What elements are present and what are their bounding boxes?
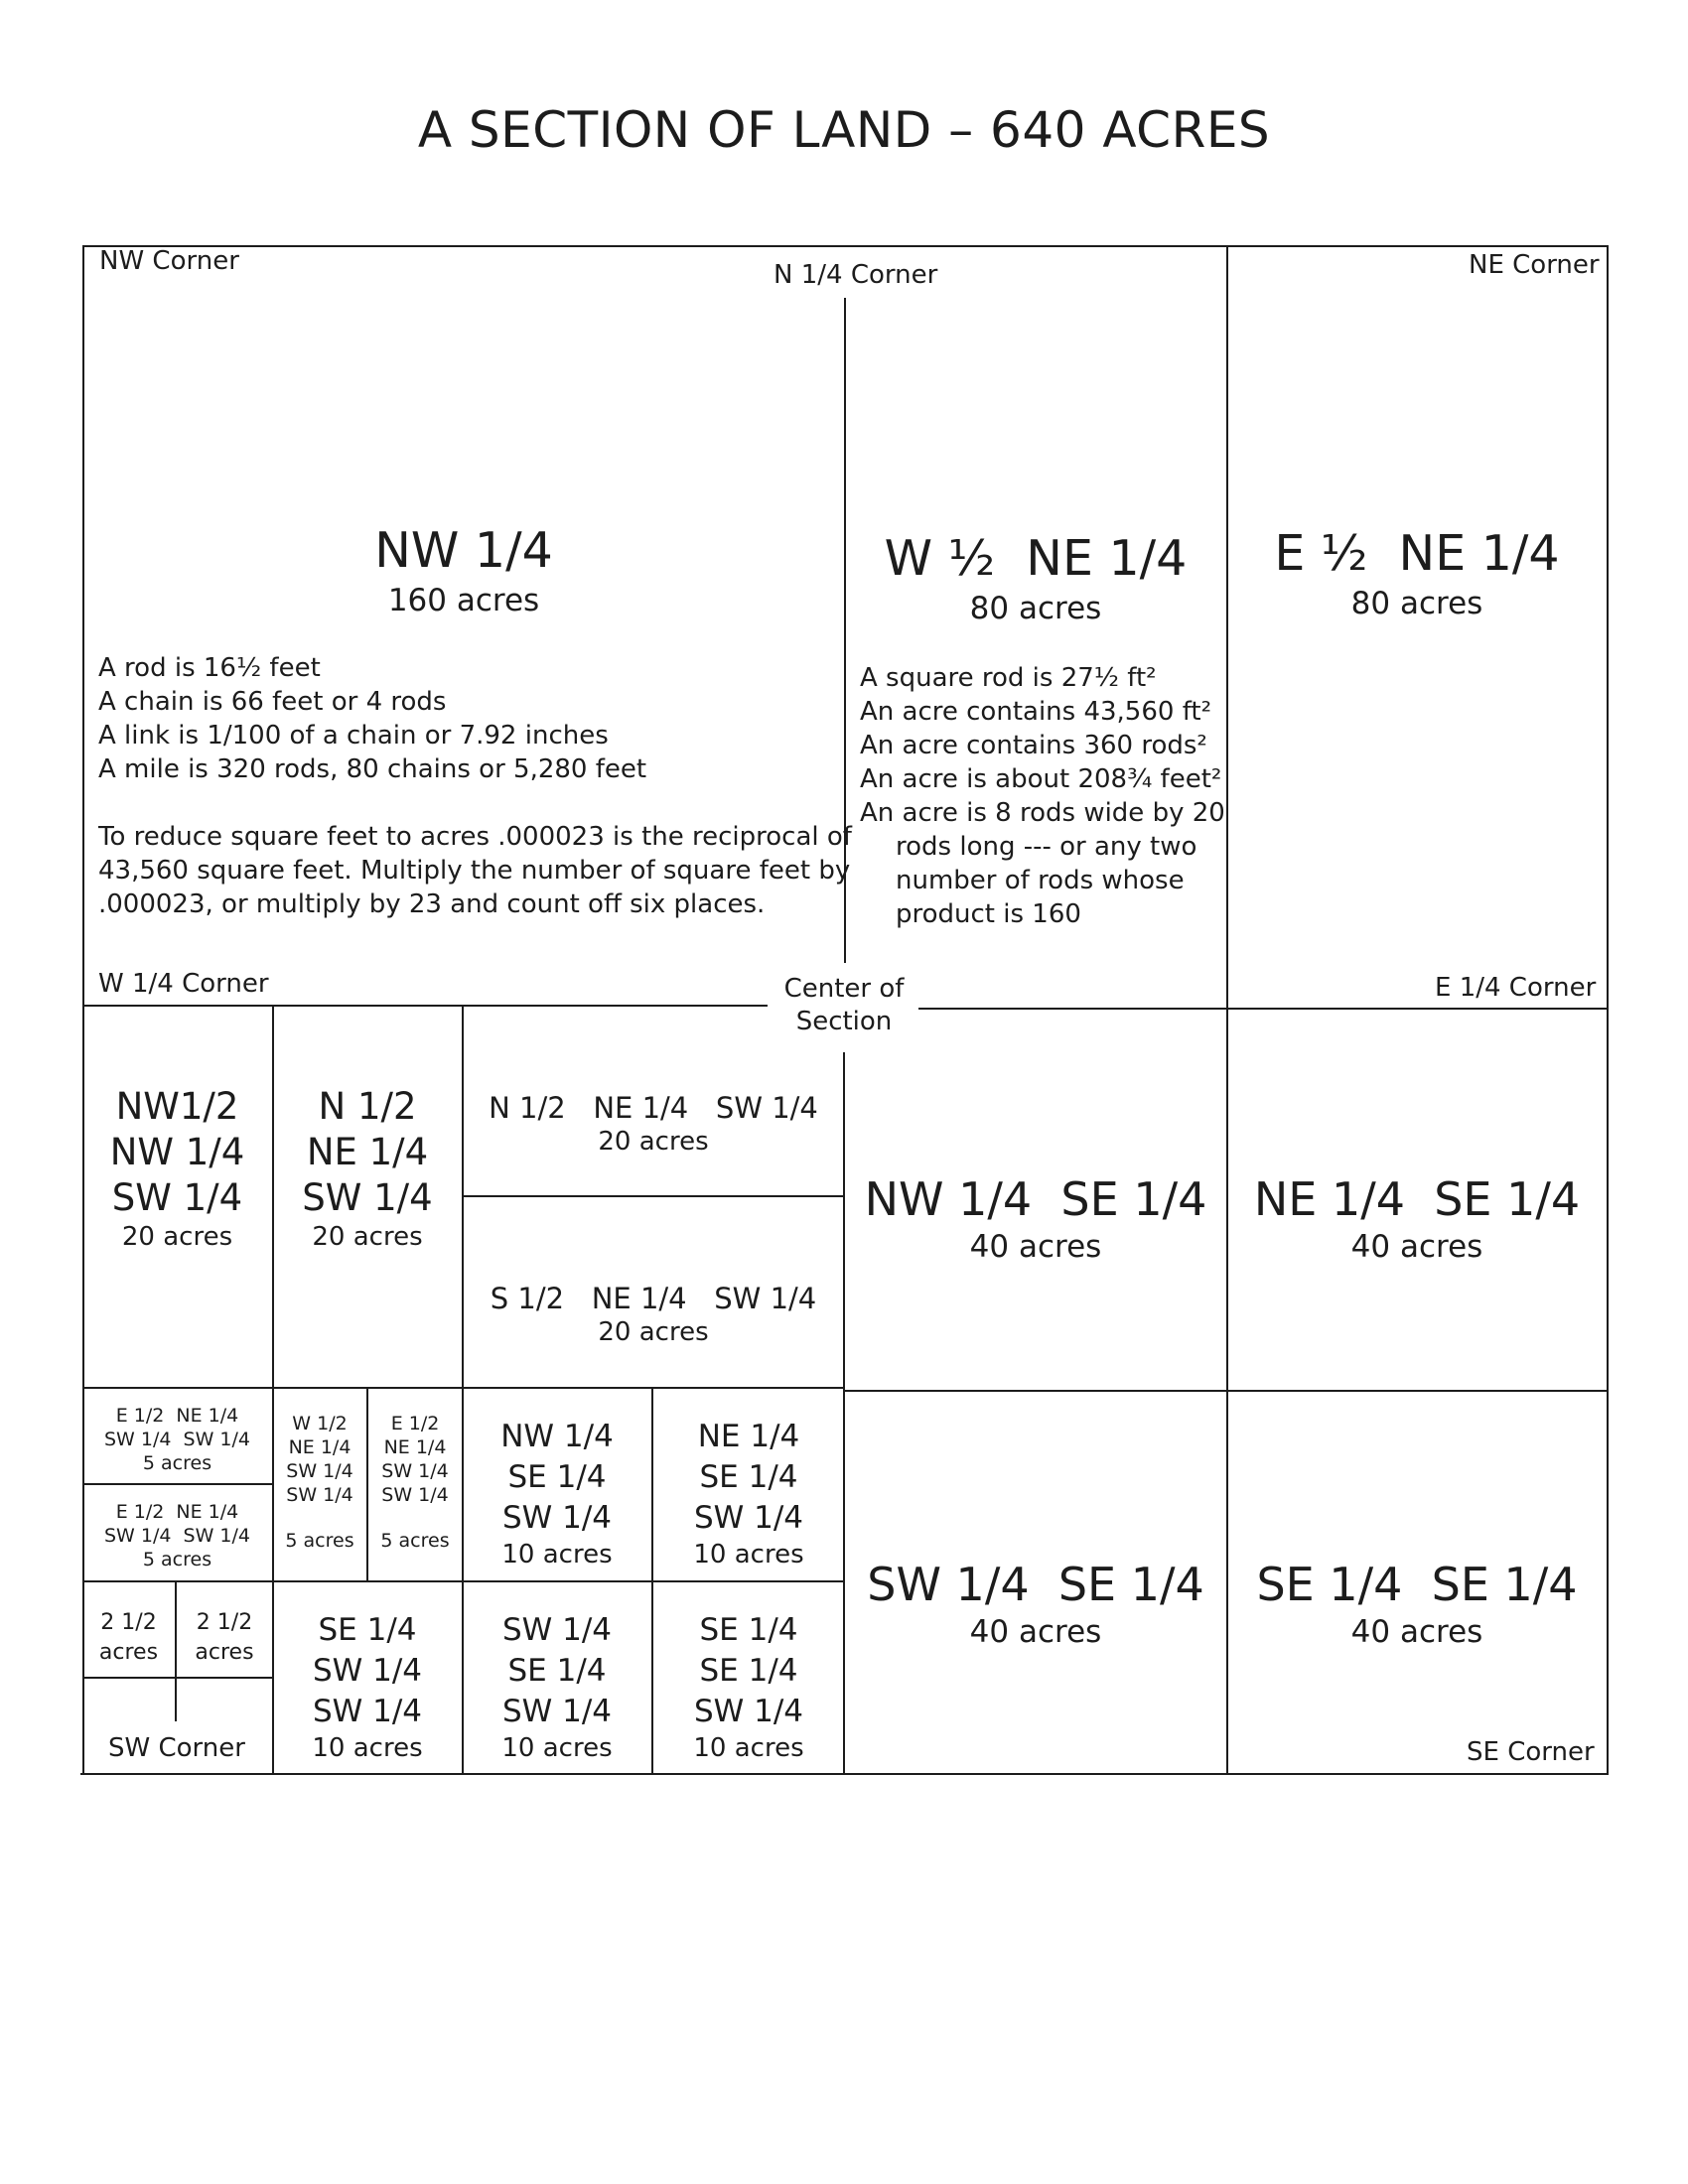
parcel-acres: 20 acres bbox=[121, 1222, 233, 1252]
parcel-name: NE 1/4 SE 1/4 bbox=[1253, 1172, 1581, 1226]
parcel-line: NE 1/4 bbox=[288, 1436, 352, 1458]
parcel-line: SW 1/4 SW 1/4 bbox=[103, 1429, 250, 1450]
parcel-acres: 40 acres bbox=[1350, 1229, 1483, 1265]
parcel-e-half-ne-sw-sw-bottom bbox=[82, 1500, 272, 1571]
note-line: A link is 1/100 of a chain or 7.92 inches bbox=[98, 721, 609, 751]
center-line2: Section bbox=[795, 1007, 893, 1036]
frame-top bbox=[82, 245, 1609, 247]
parcel-two-half-a bbox=[82, 1608, 175, 1668]
divider-sw-mid-row bbox=[462, 1195, 844, 1197]
parcel-line: acres bbox=[98, 1640, 159, 1665]
parcel-line: SE 1/4 bbox=[318, 1612, 417, 1648]
parcel-ne-se-sw bbox=[653, 1417, 844, 1570]
parcel-acres: 40 acres bbox=[969, 1229, 1102, 1265]
parcel-line: SW 1/4 bbox=[312, 1694, 423, 1729]
nw-corner-label: NW Corner bbox=[99, 246, 239, 276]
parcel-acres: 40 acres bbox=[969, 1614, 1102, 1650]
parcel-acres: 5 acres bbox=[142, 1452, 212, 1474]
n-quarter-corner-label: N 1/4 Corner bbox=[774, 260, 938, 290]
divider-mid-right bbox=[918, 1008, 1609, 1010]
parcel-e-half-ne bbox=[1227, 524, 1607, 623]
parcel-acres: 40 acres bbox=[1350, 1614, 1483, 1650]
parcel-acres: 20 acres bbox=[598, 1317, 709, 1347]
note-line: 43,560 square feet. Multiply the number of square feet by bbox=[98, 856, 851, 886]
note-line: To reduce square feet to acres .000023 is the reciprocal of bbox=[98, 822, 852, 852]
note-line: product is 160 bbox=[896, 899, 1081, 929]
parcel-acres: 5 acres bbox=[285, 1530, 354, 1552]
parcel-nw-se bbox=[845, 1171, 1226, 1267]
parcel-acres: 20 acres bbox=[312, 1222, 423, 1252]
parcel-line: SE 1/4 bbox=[507, 1653, 607, 1689]
parcel-line: 2 1/2 bbox=[196, 1610, 253, 1635]
parcel-line: SW 1/4 bbox=[693, 1500, 804, 1536]
parcel-line: E 1/2 NE 1/4 bbox=[115, 1501, 239, 1523]
parcel-se-se-sw bbox=[653, 1610, 844, 1764]
parcel-line: SW 1/4 bbox=[312, 1653, 423, 1689]
note-line: A mile is 320 rods, 80 chains or 5,280 feet bbox=[98, 754, 647, 784]
e-quarter-corner-label: E 1/4 Corner bbox=[1435, 973, 1597, 1003]
parcel-line: SW 1/4 bbox=[286, 1484, 353, 1506]
divider-5ac-split bbox=[82, 1483, 272, 1485]
parcel-se-se bbox=[1227, 1557, 1607, 1652]
w-quarter-corner-label: W 1/4 Corner bbox=[98, 969, 269, 999]
parcel-line: SW 1/4 SW 1/4 bbox=[103, 1525, 250, 1547]
divider-ne-right bbox=[1226, 245, 1228, 1774]
divider-sw-row2 bbox=[82, 1580, 844, 1582]
note-line: An acre is about 208¾ feet² bbox=[860, 764, 1222, 794]
center-line1: Center of bbox=[783, 974, 905, 1004]
note-line: rods long --- or any two bbox=[896, 832, 1197, 862]
parcel-nw-half-nw-sw bbox=[82, 1084, 272, 1253]
parcel-two-half-b bbox=[177, 1608, 272, 1668]
parcel-w-half-ne-sw-sw bbox=[273, 1412, 366, 1553]
parcel-line: E 1/2 NE 1/4 bbox=[115, 1405, 239, 1427]
parcel-line: SW 1/4 bbox=[381, 1484, 449, 1506]
parcel-acres: 10 acres bbox=[312, 1733, 423, 1763]
parcel-acres: 10 acres bbox=[693, 1733, 804, 1763]
parcel-line: SW 1/4 bbox=[302, 1176, 433, 1219]
notes-area bbox=[860, 661, 1225, 931]
divider-2half-row bbox=[82, 1677, 272, 1679]
parcel-line: NW 1/4 bbox=[500, 1419, 614, 1454]
parcel-line: SE 1/4 bbox=[699, 1459, 798, 1495]
divider-se-row bbox=[844, 1390, 1609, 1392]
parcel-se-sw-sw bbox=[273, 1610, 462, 1764]
sw-corner-label: SW Corner bbox=[108, 1733, 245, 1763]
parcel-line: W 1/2 bbox=[292, 1413, 348, 1434]
note-line: number of rods whose bbox=[896, 866, 1185, 895]
frame-right bbox=[1607, 245, 1609, 1775]
note-line: A chain is 66 feet or 4 rods bbox=[98, 687, 447, 717]
parcel-acres: 10 acres bbox=[693, 1540, 804, 1570]
parcel-n-half-ne-sw bbox=[273, 1084, 462, 1253]
parcel-nw-quarter bbox=[82, 521, 845, 620]
parcel-name: N 1/2 NE 1/4 SW 1/4 bbox=[489, 1091, 818, 1125]
parcel-line: SW 1/4 bbox=[111, 1176, 243, 1219]
parcel-name: W ½ NE 1/4 bbox=[884, 530, 1188, 587]
center-of-section-label bbox=[770, 973, 918, 1038]
parcel-acres: 5 acres bbox=[142, 1549, 212, 1570]
note-line: An acre contains 360 rods² bbox=[860, 731, 1207, 760]
note-line: .000023, or multiply by 23 and count off six places. bbox=[98, 889, 766, 919]
parcel-e-half-ne-sw-sw-top bbox=[82, 1404, 272, 1475]
ne-corner-label: NE Corner bbox=[1469, 250, 1600, 280]
parcel-ne-se bbox=[1227, 1171, 1607, 1267]
parcel-line: SW 1/4 bbox=[381, 1460, 449, 1482]
parcel-line: 2 1/2 bbox=[100, 1610, 157, 1635]
notes-measurements bbox=[98, 651, 852, 921]
parcel-line: NW1/2 bbox=[115, 1085, 239, 1128]
divider-sw-row bbox=[82, 1387, 844, 1389]
parcel-name: E ½ NE 1/4 bbox=[1274, 525, 1560, 582]
parcel-e-half-ne-sw-sw-col bbox=[368, 1412, 462, 1553]
parcel-w-half-ne bbox=[845, 529, 1226, 628]
parcel-name: S 1/2 NE 1/4 SW 1/4 bbox=[490, 1282, 817, 1315]
note-line: An acre is 8 rods wide by 20 bbox=[860, 798, 1225, 828]
parcel-n-half-ne-sw-wide bbox=[463, 1090, 844, 1158]
parcel-acres: 160 acres bbox=[387, 583, 540, 618]
note-line: An acre contains 43,560 ft² bbox=[860, 697, 1212, 727]
divider-mid-left bbox=[82, 1005, 768, 1007]
parcel-line: NE 1/4 bbox=[383, 1436, 447, 1458]
parcel-line: SW 1/4 bbox=[693, 1694, 804, 1729]
note-line: A rod is 16½ feet bbox=[98, 653, 321, 683]
parcel-s-half-ne-sw bbox=[463, 1281, 844, 1348]
parcel-name: NW 1/4 SE 1/4 bbox=[864, 1172, 1207, 1226]
parcel-line: NE 1/4 bbox=[306, 1131, 429, 1173]
parcel-line: N 1/2 bbox=[318, 1085, 417, 1128]
parcel-name: NW 1/4 bbox=[374, 522, 553, 579]
parcel-line: SW 1/4 bbox=[501, 1612, 613, 1648]
parcel-sw-se-sw bbox=[463, 1610, 651, 1764]
parcel-acres: 10 acres bbox=[501, 1540, 613, 1570]
page-title: A SECTION OF LAND – 640 ACRES bbox=[417, 101, 1271, 159]
parcel-line: SW 1/4 bbox=[286, 1460, 353, 1482]
parcel-line: SE 1/4 bbox=[699, 1653, 798, 1689]
parcel-acres: 10 acres bbox=[501, 1733, 613, 1763]
parcel-line: SW 1/4 bbox=[501, 1500, 613, 1536]
parcel-acres: 5 acres bbox=[380, 1530, 450, 1552]
note-line: A square rod is 27½ ft² bbox=[860, 663, 1157, 693]
parcel-line: acres bbox=[195, 1640, 254, 1665]
parcel-line: NW 1/4 bbox=[109, 1131, 245, 1173]
parcel-line: NE 1/4 bbox=[697, 1419, 800, 1454]
se-corner-label: SE Corner bbox=[1467, 1737, 1595, 1767]
parcel-line: SW 1/4 bbox=[501, 1694, 613, 1729]
parcel-line: E 1/2 bbox=[390, 1413, 440, 1434]
parcel-line: SE 1/4 bbox=[699, 1612, 798, 1648]
parcel-acres: 80 acres bbox=[1350, 586, 1483, 621]
parcel-sw-se bbox=[845, 1557, 1226, 1652]
parcel-nw-se-sw bbox=[463, 1417, 651, 1570]
parcel-line: SE 1/4 bbox=[507, 1459, 607, 1495]
parcel-acres: 20 acres bbox=[598, 1127, 709, 1157]
parcel-acres: 80 acres bbox=[969, 591, 1102, 626]
parcel-name: SW 1/4 SE 1/4 bbox=[867, 1558, 1204, 1611]
parcel-name: SE 1/4 SE 1/4 bbox=[1256, 1558, 1578, 1611]
